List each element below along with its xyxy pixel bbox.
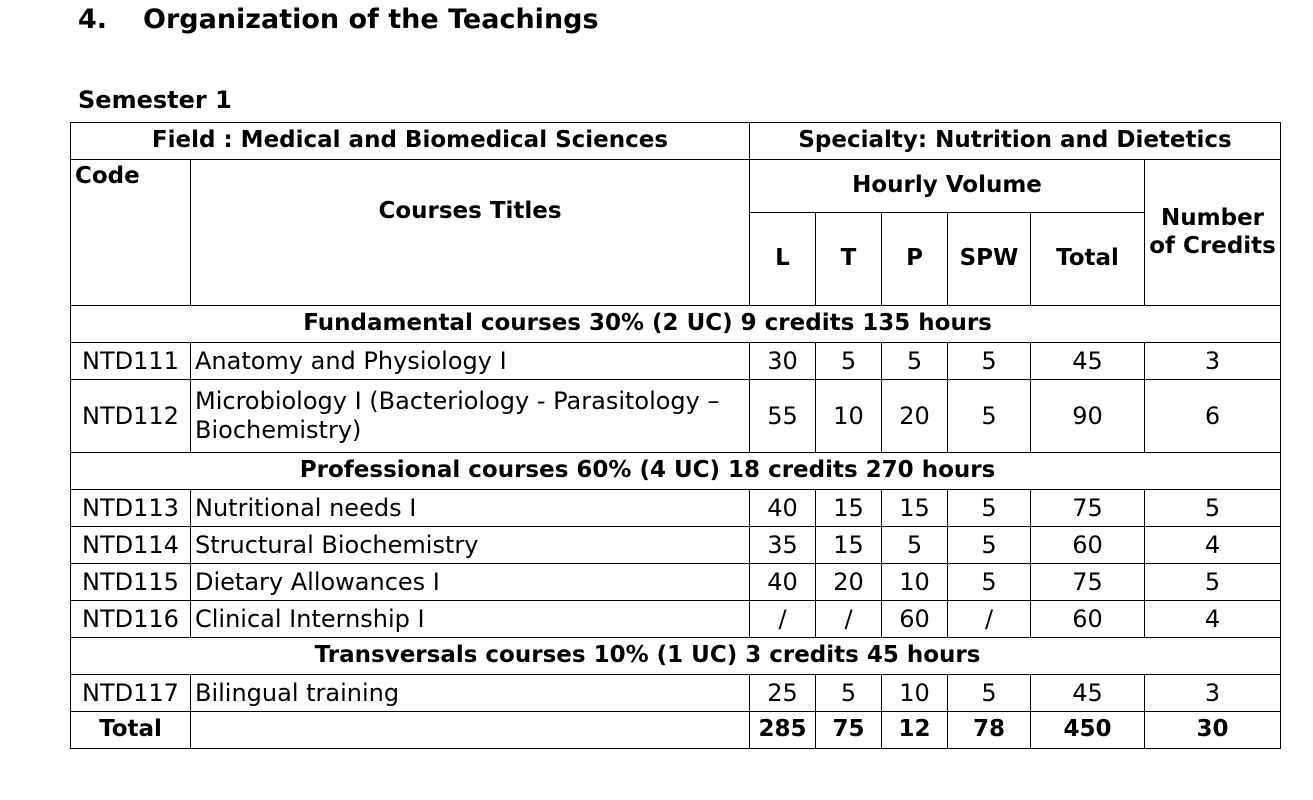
code-header: Code (71, 160, 191, 306)
total-title-empty (191, 712, 750, 749)
value-p: 5 (882, 343, 948, 380)
value-spw: 5 (948, 564, 1031, 601)
total-spw: 78 (948, 712, 1031, 749)
value-credits: 3 (1145, 675, 1281, 712)
value-spw: 5 (948, 343, 1031, 380)
value-p: 20 (882, 380, 948, 453)
value-spw: 5 (948, 380, 1031, 453)
value-p: 10 (882, 675, 948, 712)
section-professional: Professional courses 60% (4 UC) 18 credits 270 hours (71, 453, 1281, 490)
course-title: Microbiology I (Bacteriology - Parasitology – Biochemistry) (191, 380, 750, 453)
table-row (71, 490, 1281, 527)
value-t: 10 (816, 380, 882, 453)
value-p: 60 (882, 601, 948, 638)
section-fundamental: Fundamental courses 30% (2 UC) 9 credits 135 hours (71, 306, 1281, 343)
course-code: NTD114 (71, 527, 191, 564)
course-code: NTD117 (71, 675, 191, 712)
value-total: 90 (1031, 380, 1145, 453)
semester-title: Semester 1 (78, 86, 232, 114)
value-t: 5 (816, 343, 882, 380)
value-total: 75 (1031, 490, 1145, 527)
value-credits: 6 (1145, 380, 1281, 453)
course-title: Clinical Internship I (191, 601, 750, 638)
table-row (71, 527, 1281, 564)
total-label: Total (71, 712, 191, 749)
section-number: 4. (78, 4, 108, 35)
value-spw: / (948, 601, 1031, 638)
value-l: 35 (750, 527, 816, 564)
total-t: 75 (816, 712, 882, 749)
course-title: Bilingual training (191, 675, 750, 712)
course-code: NTD111 (71, 343, 191, 380)
value-l: 40 (750, 564, 816, 601)
table-row (71, 675, 1281, 712)
section-title: Organization of the Teachings (143, 4, 599, 35)
total-credits: 30 (1145, 712, 1281, 749)
value-credits: 4 (1145, 601, 1281, 638)
total-p: 12 (882, 712, 948, 749)
value-p: 5 (882, 527, 948, 564)
value-total: 60 (1031, 527, 1145, 564)
value-t: / (816, 601, 882, 638)
total-l: 285 (750, 712, 816, 749)
value-p: 10 (882, 564, 948, 601)
value-l: 40 (750, 490, 816, 527)
table-row (71, 343, 1281, 380)
specialty-header: Specialty: Nutrition and Dietetics (750, 123, 1281, 160)
section-heading (78, 4, 599, 35)
table-row (71, 380, 1281, 453)
course-title: Nutritional needs I (191, 490, 750, 527)
value-p: 15 (882, 490, 948, 527)
total-total: 450 (1031, 712, 1145, 749)
teachings-table (70, 122, 1281, 749)
col-header-total: Total (1031, 213, 1145, 306)
value-total: 45 (1031, 343, 1145, 380)
value-l: 55 (750, 380, 816, 453)
value-t: 15 (816, 527, 882, 564)
value-l: 30 (750, 343, 816, 380)
course-title: Dietary Allowances I (191, 564, 750, 601)
value-total: 60 (1031, 601, 1145, 638)
section-transversal: Transversals courses 10% (1 UC) 3 credits 45 hours (71, 638, 1281, 675)
value-t: 20 (816, 564, 882, 601)
value-spw: 5 (948, 490, 1031, 527)
value-l: 25 (750, 675, 816, 712)
credits-header: Number of Credits (1145, 160, 1281, 306)
value-total: 45 (1031, 675, 1145, 712)
value-credits: 4 (1145, 527, 1281, 564)
course-code: NTD116 (71, 601, 191, 638)
course-code: NTD113 (71, 490, 191, 527)
table-row (71, 564, 1281, 601)
col-header-l: L (750, 213, 816, 306)
course-code: NTD115 (71, 564, 191, 601)
field-header: Field : Medical and Biomedical Sciences (71, 123, 750, 160)
value-credits: 3 (1145, 343, 1281, 380)
value-credits: 5 (1145, 490, 1281, 527)
courses-titles-header: Courses Titles (191, 160, 750, 306)
value-l: / (750, 601, 816, 638)
total-row (71, 712, 1281, 749)
col-header-t: T (816, 213, 882, 306)
course-code: NTD112 (71, 380, 191, 453)
col-header-spw: SPW (948, 213, 1031, 306)
course-title: Structural Biochemistry (191, 527, 750, 564)
value-total: 75 (1031, 564, 1145, 601)
value-spw: 5 (948, 675, 1031, 712)
value-credits: 5 (1145, 564, 1281, 601)
col-header-p: P (882, 213, 948, 306)
hourly-volume-header: Hourly Volume (750, 160, 1145, 213)
table-row (71, 601, 1281, 638)
course-title: Anatomy and Physiology I (191, 343, 750, 380)
value-t: 5 (816, 675, 882, 712)
value-t: 15 (816, 490, 882, 527)
value-spw: 5 (948, 527, 1031, 564)
